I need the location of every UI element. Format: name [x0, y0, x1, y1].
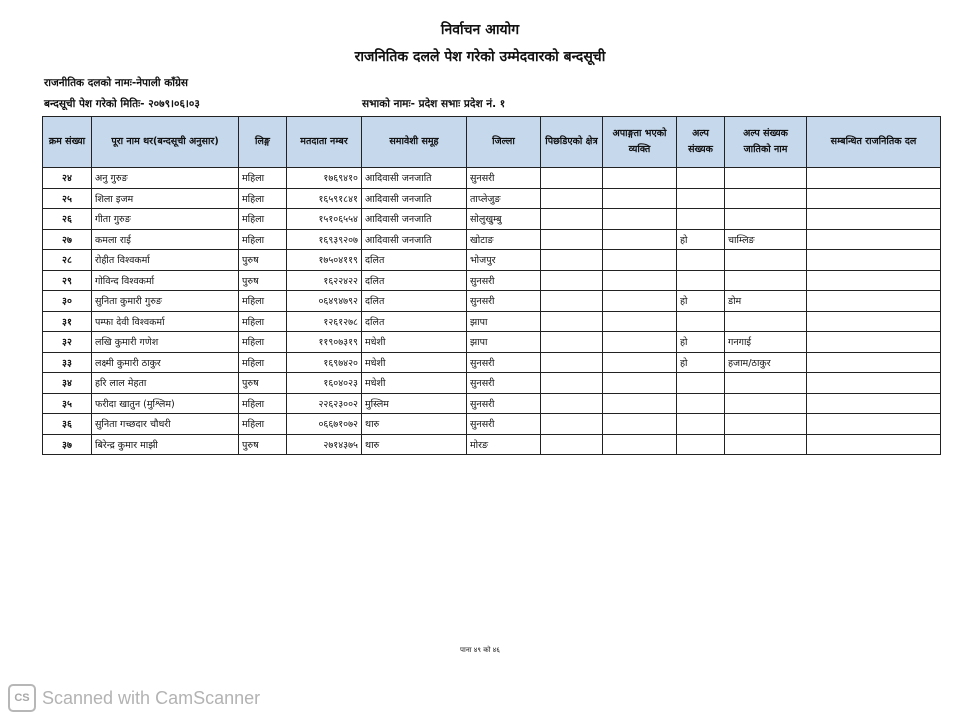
table-cell	[603, 291, 677, 312]
table-cell: सुनसरी	[467, 393, 541, 414]
scanner-watermark	[8, 684, 260, 712]
table-cell: २६	[43, 209, 92, 230]
table-cell	[603, 229, 677, 250]
table-cell: १७५०४११९	[287, 250, 362, 271]
table-cell: पुरुष	[239, 373, 287, 394]
table-cell: महिला	[239, 414, 287, 435]
table-cell	[541, 373, 603, 394]
table-cell	[725, 250, 807, 271]
table-cell: मुस्लिम	[362, 393, 467, 414]
table-cell: २८	[43, 250, 92, 271]
table-cell	[725, 209, 807, 230]
page-number: पाना ४९ को ४६	[460, 646, 500, 654]
table-cell	[541, 393, 603, 414]
table-cell	[541, 434, 603, 455]
table-cell: सुनसरी	[467, 414, 541, 435]
table-cell: झापा	[467, 332, 541, 353]
table-cell	[603, 434, 677, 455]
table-cell: भोजपुर	[467, 250, 541, 271]
table-cell: २७	[43, 229, 92, 250]
table-cell	[807, 250, 941, 271]
table-row	[43, 414, 941, 435]
table-cell	[725, 270, 807, 291]
table-row	[43, 393, 941, 414]
table-cell	[807, 270, 941, 291]
table-cell	[603, 332, 677, 353]
watermark-text: Scanned with CamScanner	[42, 687, 261, 708]
table-cell	[725, 393, 807, 414]
submission-date-line: बन्दसूची पेश गरेको मितिः- २०७९।०६।०३	[44, 98, 200, 110]
table-cell: दलित	[362, 291, 467, 312]
table-cell: १५१०६५५४	[287, 209, 362, 230]
table-cell	[541, 270, 603, 291]
table-cell: सुनसरी	[467, 168, 541, 189]
table-cell	[603, 209, 677, 230]
table-cell: कमला राई	[92, 229, 239, 250]
table-cell: सुनसरी	[467, 373, 541, 394]
table-cell: लक्ष्मी कुमारी ठाकुर	[92, 352, 239, 373]
table-cell: गनगाई	[725, 332, 807, 353]
table-cell: १२६१२७८	[287, 311, 362, 332]
table-cell: आदिवासी जनजाति	[362, 229, 467, 250]
table-cell: रोहीत विश्वकर्मा	[92, 250, 239, 271]
table-cell	[541, 250, 603, 271]
table-cell	[677, 434, 725, 455]
table-row	[43, 209, 941, 230]
column-header: अल्प संख्यक	[677, 117, 725, 168]
table-cell	[725, 414, 807, 435]
table-row	[43, 250, 941, 271]
candidate-table	[42, 116, 941, 455]
table-cell: १७६९४१०	[287, 168, 362, 189]
table-cell: १६५९१८४१	[287, 188, 362, 209]
table-cell: २४	[43, 168, 92, 189]
table-cell: महिला	[239, 188, 287, 209]
table-cell: खोटाङ	[467, 229, 541, 250]
table-cell	[677, 188, 725, 209]
table-cell	[677, 270, 725, 291]
table-cell: मधेशी	[362, 352, 467, 373]
table-cell: पुरुष	[239, 270, 287, 291]
column-header: सम्बन्धित राजनितिक दल	[807, 117, 941, 168]
table-row	[43, 291, 941, 312]
table-cell: सुनसरी	[467, 291, 541, 312]
table-cell: २९	[43, 270, 92, 291]
table-cell: ताप्लेजुङ	[467, 188, 541, 209]
table-cell: २५	[43, 188, 92, 209]
table-row	[43, 311, 941, 332]
table-cell: दलित	[362, 250, 467, 271]
table-cell: थारु	[362, 434, 467, 455]
column-header: जिल्ला	[467, 117, 541, 168]
table-cell	[541, 229, 603, 250]
camscanner-logo-icon: CS	[8, 684, 36, 712]
table-cell: महिला	[239, 332, 287, 353]
column-header: पूरा नाम थर(बन्दसूची अनुसार)	[92, 117, 239, 168]
table-cell: आदिवासी जनजाति	[362, 188, 467, 209]
table-cell: २२६२३००२	[287, 393, 362, 414]
table-cell	[603, 188, 677, 209]
table-cell: दलित	[362, 270, 467, 291]
table-cell	[677, 393, 725, 414]
table-cell: ११९०७३१९	[287, 332, 362, 353]
table-cell: दलित	[362, 311, 467, 332]
table-cell	[807, 311, 941, 332]
table-cell: ३७	[43, 434, 92, 455]
table-cell: महिला	[239, 229, 287, 250]
table-row	[43, 168, 941, 189]
table-cell	[541, 291, 603, 312]
column-header: समावेशी समूह	[362, 117, 467, 168]
table-cell: ३५	[43, 393, 92, 414]
table-cell: १६९७४२०	[287, 352, 362, 373]
table-cell: सुनसरी	[467, 352, 541, 373]
table-cell: २७१४३७५	[287, 434, 362, 455]
table-cell	[677, 414, 725, 435]
table-cell	[677, 373, 725, 394]
table-cell: सुनिता गच्छदार चौधरी	[92, 414, 239, 435]
table-cell: मधेशी	[362, 332, 467, 353]
table-cell: आदिवासी जनजाति	[362, 168, 467, 189]
table-body	[43, 168, 941, 455]
table-cell	[603, 393, 677, 414]
table-row	[43, 270, 941, 291]
table-cell: महिला	[239, 291, 287, 312]
table-cell: मोरङ	[467, 434, 541, 455]
table-row	[43, 434, 941, 455]
table-cell: ३१	[43, 311, 92, 332]
table-cell: गीता गुरुङ	[92, 209, 239, 230]
table-cell: ३०	[43, 291, 92, 312]
table-cell: महिला	[239, 352, 287, 373]
table-cell	[541, 188, 603, 209]
column-header: लिङ्ग	[239, 117, 287, 168]
document-subtitle: राजनितिक दलले पेश गरेको उम्मेदवारको बन्दसूची	[354, 49, 606, 65]
table-cell: आदिवासी जनजाति	[362, 209, 467, 230]
table-cell	[677, 209, 725, 230]
table-cell: पुरुष	[239, 434, 287, 455]
table-cell	[725, 188, 807, 209]
table-cell: महिला	[239, 393, 287, 414]
table-cell	[541, 311, 603, 332]
table-cell: हो	[677, 332, 725, 353]
table-cell	[807, 209, 941, 230]
table-cell: चाम्लिङ	[725, 229, 807, 250]
table-cell: १६२२४२२	[287, 270, 362, 291]
table-row	[43, 352, 941, 373]
table-row	[43, 332, 941, 353]
table-cell: सुनिता कुमारी गुरुङ	[92, 291, 239, 312]
table-cell	[807, 434, 941, 455]
table-cell	[677, 250, 725, 271]
table-cell: महिला	[239, 311, 287, 332]
table-cell	[807, 229, 941, 250]
table-cell	[603, 270, 677, 291]
table-row	[43, 373, 941, 394]
table-cell: लखि कुमारी गणेश	[92, 332, 239, 353]
table-cell	[541, 414, 603, 435]
table-cell	[541, 352, 603, 373]
table-cell: मधेशी	[362, 373, 467, 394]
table-cell	[807, 188, 941, 209]
table-cell	[541, 168, 603, 189]
table-cell: पम्फा देवी विश्वकर्मा	[92, 311, 239, 332]
table-cell: बिरेन्द्र कुमार माझी	[92, 434, 239, 455]
table-cell	[541, 209, 603, 230]
table-cell	[725, 311, 807, 332]
table-cell: झापा	[467, 311, 541, 332]
table-cell: ३४	[43, 373, 92, 394]
table-cell: ३६	[43, 414, 92, 435]
table-cell: फरीदा खातुन (मुश्लिम)	[92, 393, 239, 414]
table-cell	[603, 250, 677, 271]
table-cell	[725, 373, 807, 394]
table-cell	[807, 373, 941, 394]
column-header: क्रम संख्या	[43, 117, 92, 168]
table-header-row	[43, 117, 941, 168]
table-cell: शिला इजम	[92, 188, 239, 209]
table-cell: गोविन्द विश्वकर्मा	[92, 270, 239, 291]
table-cell: हरि लाल मेहता	[92, 373, 239, 394]
table-cell	[677, 311, 725, 332]
table-cell: हजाम/ठाकुर	[725, 352, 807, 373]
table-cell: हो	[677, 229, 725, 250]
table-cell: ३२	[43, 332, 92, 353]
table-cell: १६९३९२०७	[287, 229, 362, 250]
table-cell	[603, 414, 677, 435]
table-cell: महिला	[239, 209, 287, 230]
table-cell: ३३	[43, 352, 92, 373]
table-cell: डोम	[725, 291, 807, 312]
table-cell	[725, 434, 807, 455]
table-cell	[807, 291, 941, 312]
column-header: पिछडिएको क्षेत्र	[541, 117, 603, 168]
table-cell: ०६४९४७९२	[287, 291, 362, 312]
table-cell	[807, 414, 941, 435]
table-cell	[677, 168, 725, 189]
table-cell	[541, 332, 603, 353]
table-cell	[603, 352, 677, 373]
table-cell	[807, 332, 941, 353]
table-cell: महिला	[239, 168, 287, 189]
table-cell	[725, 168, 807, 189]
table-cell: सोलुखुम्बु	[467, 209, 541, 230]
table-cell: पुरुष	[239, 250, 287, 271]
table-cell: १६०४०२३	[287, 373, 362, 394]
table-cell	[603, 311, 677, 332]
table-cell	[603, 168, 677, 189]
table-cell	[807, 352, 941, 373]
table-cell	[603, 373, 677, 394]
document-title: निर्वाचन आयोग	[440, 22, 520, 38]
column-header: अल्प संख्यक जातिको नाम	[725, 117, 807, 168]
table-cell: हो	[677, 352, 725, 373]
table-cell: ०६६७१०७२	[287, 414, 362, 435]
table-cell	[807, 393, 941, 414]
column-header: अपाङ्गता भएको व्यक्ति	[603, 117, 677, 168]
party-name-line: राजनीतिक दलको नामः-नेपाली काँग्रेस	[44, 77, 189, 89]
table-cell: अनु गुरुङ	[92, 168, 239, 189]
table-cell: सुनसरी	[467, 270, 541, 291]
table-row	[43, 188, 941, 209]
assembly-name-line: सभाको नामः- प्रदेश सभाः प्रदेश नं. १	[362, 98, 506, 110]
column-header: मतदाता नम्बर	[287, 117, 362, 168]
table-cell: थारु	[362, 414, 467, 435]
table-cell	[807, 168, 941, 189]
table-row	[43, 229, 941, 250]
table-cell: हो	[677, 291, 725, 312]
